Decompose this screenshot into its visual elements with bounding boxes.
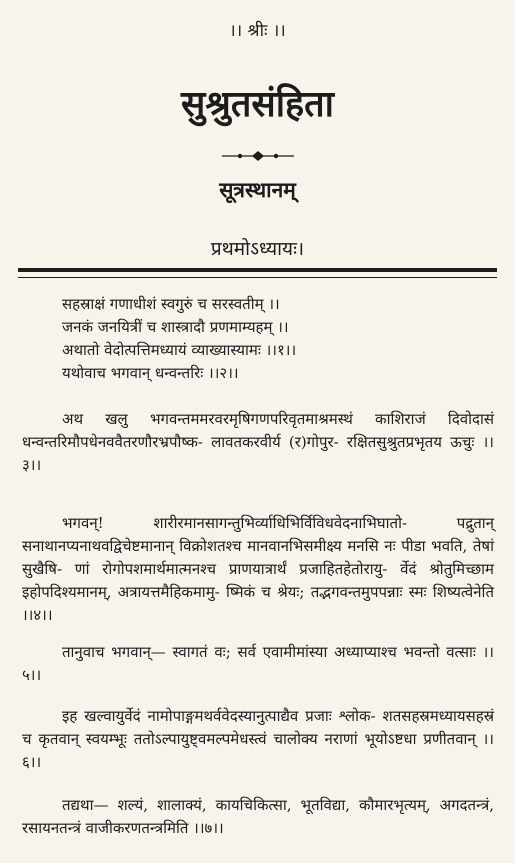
verse-line: यथोवाच भगवान् धन्वन्तरिः ।।२।। (62, 364, 239, 382)
paragraph-5: तानुवाच भगवान्— स्वागतं वः; सर्व एवामीमांस्या अध्याप्याश्च भवन्तो वत्साः ।।५।। (22, 643, 494, 684)
paragraph-4: भगवन्! शारीरमानसागन्तुभिर्व्याधिभिर्विविधवेदनाभिघातो- पद्रुतान् सनाथानप्यनाथवद्विचेष्टमानान् विक्रोशतश्च मानवानभिसमीक्ष्य मनसि नः पीडा भवति, तेषां सुखैषि- णां रोगोपशमार्थमात्मनश्च प्राणयात्रार्थं प्रजाहितहेतोरायु- र्वेदं श्रोतुमिच्छाम इहोपदिश्यमानम्, अत्रायत्तमैहिकमामु- ष्मिकं च श्रेयः; तद्भगवन्तमुपपन्नाः स्मः शिष्यत्वेनेति ।।४।। (22, 514, 494, 624)
paragraph-6: इह खल्वायुर्वेदं नामोपाङ्गमथर्ववेदस्यानुत्पाद्यैव प्रजाः श्लोक- शतसहस्रमध्यायसहस्रं च कृतवान् स्वयम्भूः ततोऽल्पायुष्ट्वमल्पमेधस्त्वं चालोक्य नराणां भूयोऽष्टधा प्रणीतवान् ।।६।। (22, 707, 494, 771)
thin-rule (18, 277, 497, 278)
page-title: सुश्रुतसंहिता (181, 83, 334, 125)
verse-line: सहस्राक्षं गणाधीशं स्वगुरुं च सरस्वतीम् ।। (62, 295, 280, 313)
paragraph-7: तद्यथा— शल्यं, शालाक्यं, कायचिकित्सा, भूतविद्या, कौमारभृत्यम्, अगदतन्त्रं, रसायनतन्त्रं वाजीकरणतन्त्रमिति ।।७।। (22, 796, 494, 837)
thick-rule (18, 268, 497, 272)
ornament-divider (220, 150, 296, 162)
paragraph-3: अथ खलु भगवन्तममरवरमृषिगणपरिवृतमाश्रमस्थं काशिराजं दिवोदासं धन्वन्तरिमौपधेनववैतरणौरभ्रपौष्क- लावतकरवीर्य (र)गोपुर- रक्षितसुश्रुतप्रभृतय ऊचुः ।।३।। (22, 410, 494, 474)
invocation: ।। श्रीः ।। (229, 21, 286, 41)
verse-line: जनकं जनयित्रीं च शास्त्रादौ प्रणमाम्यहम् ।। (62, 318, 289, 336)
opening-verses (62, 293, 462, 385)
verse-line: अथातो वेदोत्पत्तिमध्यायं व्याख्यास्यामः ।।१।। (62, 341, 297, 359)
section-heading: सूत्रस्थानम् (219, 177, 296, 202)
chapter-heading: प्रथमोऽध्यायः। (210, 238, 305, 260)
